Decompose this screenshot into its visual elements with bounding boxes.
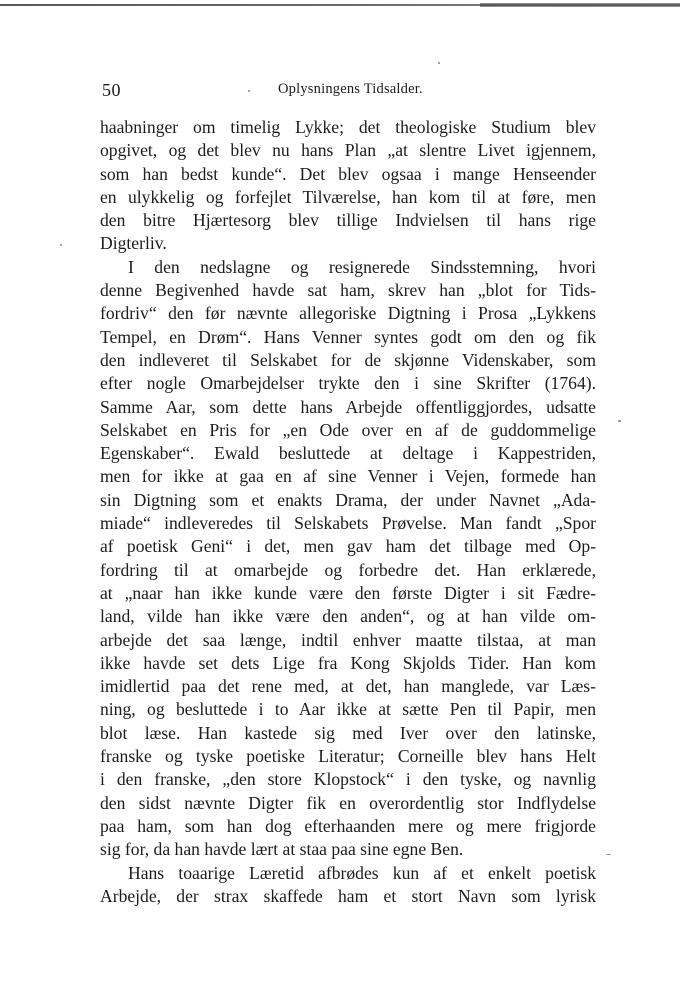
text-line: at „naar han ikke kunde være den første Digter i sit Fædre- xyxy=(100,582,596,603)
text-line: den indleveret til Selskabet for de skjønne Videnskaber, som xyxy=(100,349,596,370)
text-line: I den nedslagne og resignerede Sindsstemning, hvori xyxy=(128,256,596,277)
print-speck xyxy=(438,62,440,64)
page-header xyxy=(102,78,594,102)
body-text xyxy=(100,116,596,908)
text-line: opgivet, og det blev nu hans Plan „at slentre Livet igjennem, xyxy=(100,140,596,161)
text-line: Samme Aar, som dette hans Arbejde offentliggjordes, udsatte xyxy=(100,396,596,417)
text-line: som han bedst kunde“. Det blev ogsaa i mange Henseender xyxy=(100,163,596,184)
text-line: arbejde det saa længe, indtil enhver maatte tilstaa, at man xyxy=(100,629,596,650)
text-line: ning, og besluttede i to Aar ikke at sætte Pen til Papir, men xyxy=(100,699,596,720)
text-line: sig for, da han havde lært at staa paa sine egne Ben. xyxy=(100,839,464,860)
text-line: i den franske, „den store Klopstock“ i den tyske, og navnlig xyxy=(100,769,596,790)
text-line: men for ikke at gaa en af sine Venner i Vejen, formede han xyxy=(100,466,596,487)
text-line: paa ham, som han dog efterhaanden mere og mere frigjorde xyxy=(100,815,596,836)
print-speck xyxy=(606,854,611,855)
text-line: sin Digtning som et enakts Drama, der under Navnet „Ada- xyxy=(100,489,596,510)
text-line: efter nogle Omarbejdelser trykte den i sine Skrifter (1764). xyxy=(100,373,596,394)
print-speck xyxy=(248,90,250,92)
text-line: haabninger om timelig Lykke; det theologiske Studium blev xyxy=(100,117,596,137)
top-border-smudge xyxy=(480,3,680,7)
text-line: Egenskaber“. Ewald besluttede at deltage i Kappestriden, xyxy=(100,443,596,464)
text-line: ikke havde set dets Lige fra Kong Skjolds Tider. Han kom xyxy=(100,652,596,673)
text-line: imidlertid paa det rene med, at det, han manglede, var Læs- xyxy=(100,676,596,697)
text-line: Tempel, en Drøm“. Hans Venner syntes godt om den og fik xyxy=(100,326,596,347)
text-line: franske og tyske poetiske Literatur; Corneille blev hans Helt xyxy=(100,746,596,767)
text-line: den sidst nævnte Digter fik en overordentlig stor Indflydelse xyxy=(100,792,596,813)
text-line: Digterliv. xyxy=(100,233,167,254)
running-title: Oplysningens Tidsalder. xyxy=(278,81,423,97)
text-line: af poetisk Geni“ i det, men gav ham det tilbage med Op- xyxy=(100,536,596,557)
text-line: fordring til at omarbejde og forbedre det. Han erklærede, xyxy=(100,559,596,580)
text-line: land, vilde han ikke være den anden“, og at han vilde om- xyxy=(100,606,596,627)
text-line: denne Begivenhed havde sat ham, skrev han „blot for Tids- xyxy=(100,280,596,301)
text-line: blot læse. Han kastede sig med Iver over den latinske, xyxy=(100,722,596,743)
print-speck xyxy=(60,244,62,246)
text-line: den bitre Hjærtesorg blev tillige Indvielsen til hans rige xyxy=(100,210,596,231)
text-line: Hans toaarige Læretid afbrødes kun af et enkelt poetisk xyxy=(128,862,596,883)
print-speck xyxy=(618,420,621,422)
text-line: Arbejde, der strax skaffede ham et stort Navn som lyrisk xyxy=(100,885,596,906)
text-line: en ulykkelig og forfejlet Tilværelse, han kom til at føre, men xyxy=(100,186,596,207)
text-line: Selskabet en Pris for „en Ode over en af de guddommelige xyxy=(100,419,596,440)
page-number: 50 xyxy=(102,80,121,100)
text-line: fordriv“ den før nævnte allegoriske Digtning i Prosa „Lykkens xyxy=(100,303,596,324)
text-line: miade“ indleveredes til Selskabets Prøvelse. Man fandt „Spor xyxy=(100,513,596,534)
